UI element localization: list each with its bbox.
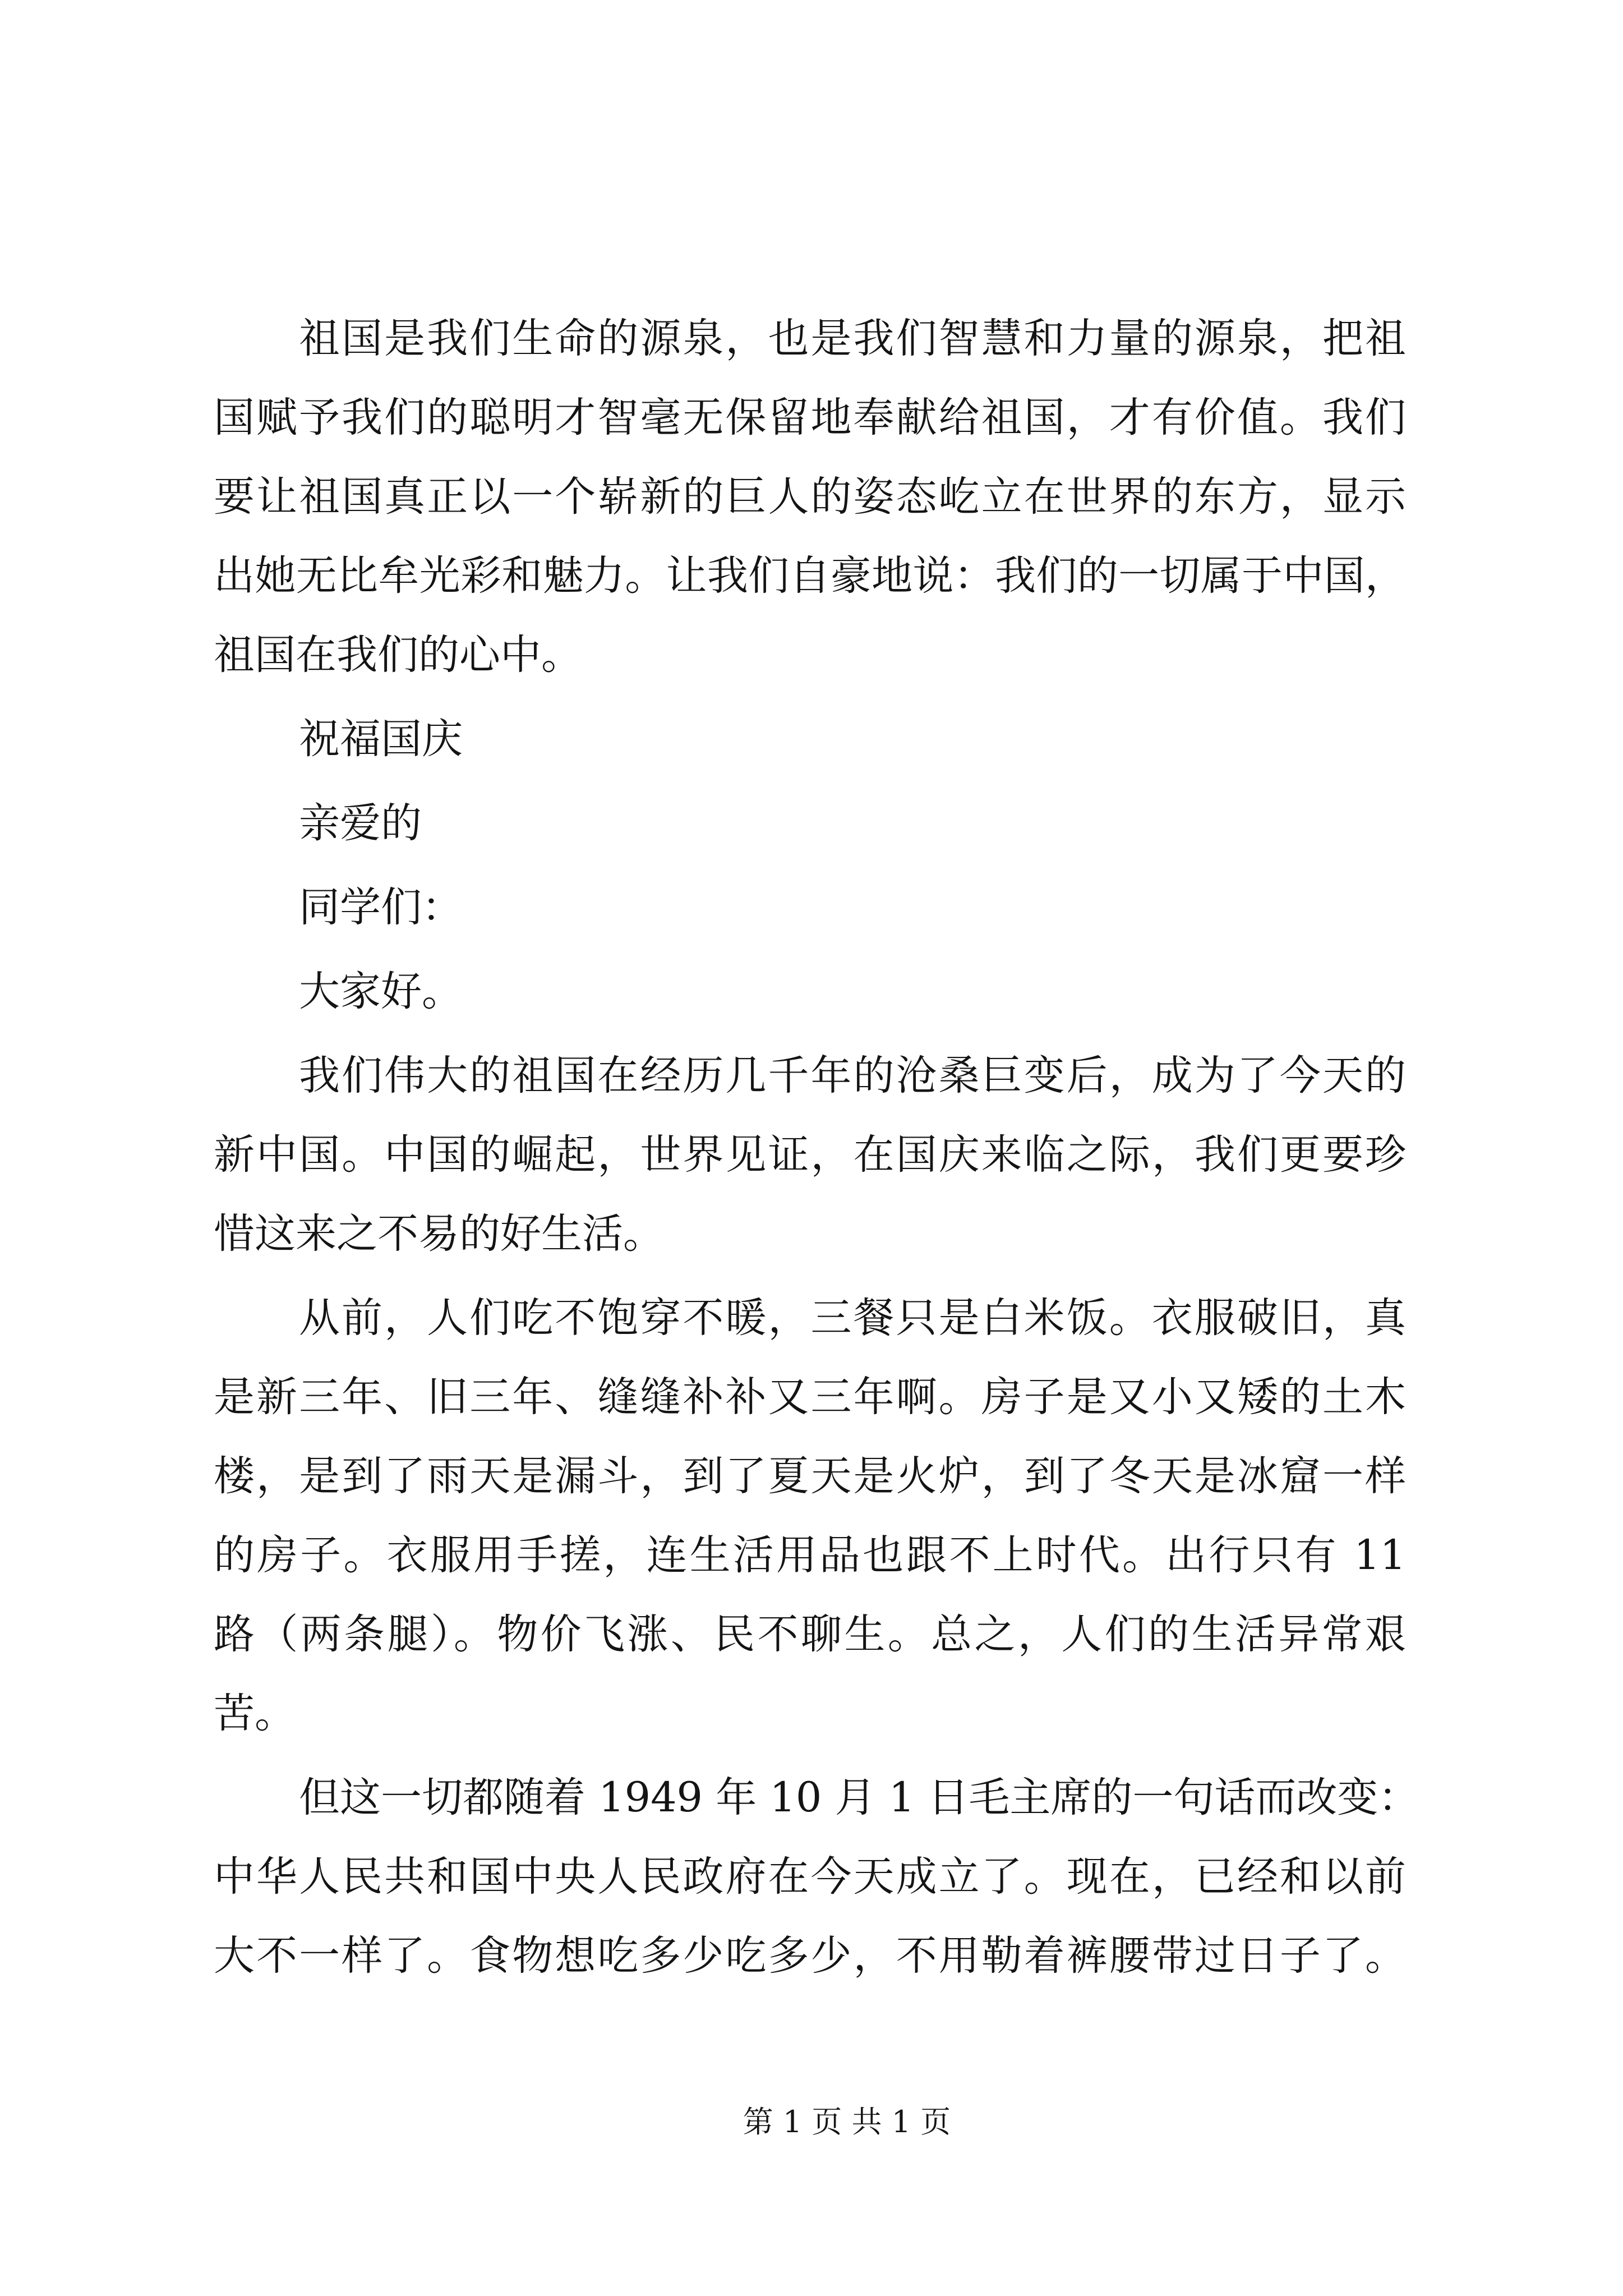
text-line: 楼，是到了雨天是漏斗，到了夏天是火炉，到了冬天是冰窟一样	[214, 1452, 1406, 1500]
salutation-line	[214, 784, 1406, 863]
paragraph-1949-change	[214, 1758, 1419, 1995]
text-line: 祖国是我们生命的源泉，也是我们智慧和力量的源泉，把祖	[299, 315, 1406, 362]
text-line: 祝福国庆	[299, 715, 463, 763]
section-title	[214, 700, 1406, 779]
text-line: 大不一样了。食物想吃多少吃多少，不用勒着裤腰带过日子了。	[214, 1932, 1406, 1980]
paragraph-the-past	[214, 1278, 1406, 1753]
text-line: 苦。	[214, 1690, 296, 1737]
document-body	[214, 299, 1419, 1995]
greeting-line	[214, 952, 1406, 1031]
text-line: 惜这来之不易的好生活。	[214, 1210, 664, 1258]
text-line: 同学们：	[299, 884, 463, 931]
text-line: 中华人民共和国中央人民政府在今天成立了。现在，已经和以前	[214, 1853, 1406, 1901]
text-line: 路（两条腿）。物价飞涨、民不聊生。总之，人们的生活异常艰	[214, 1611, 1406, 1658]
text-line: 新中国。中国的崛起，世界见证，在国庆来临之际，我们更要珍	[214, 1131, 1406, 1179]
paragraph-great-motherland	[214, 1036, 1406, 1273]
text-line: 国赋予我们的聪明才智毫无保留地奉献给祖国，才有价值。我们	[214, 394, 1406, 441]
text-line: 祖国在我们的心中。	[214, 631, 582, 679]
salutation-line	[214, 868, 1406, 947]
text-line: 的房子。衣服用手搓，连生活用品也跟不上时代。出行只有 11	[214, 1531, 1406, 1579]
text-line: 亲爱的	[299, 799, 422, 847]
paragraph-motherland-source	[214, 299, 1406, 694]
text-line: 但这一切都随着 1949 年 10 月 1 日毛主席的一句话而改变：	[299, 1774, 1419, 1821]
text-line: 要让祖国真正以一个崭新的巨人的姿态屹立在世界的东方，显示	[214, 473, 1406, 521]
text-line: 是新三年、旧三年、缝缝补补又三年啊。房子是又小又矮的土木	[214, 1373, 1406, 1421]
text-line: 从前，人们吃不饱穿不暖，三餐只是白米饭。衣服破旧，真	[299, 1294, 1406, 1342]
text-line: 我们伟大的祖国在经历几千年的沧桑巨变后，成为了今天的	[299, 1052, 1406, 1099]
page-footer: 第 1 页 共 1 页	[743, 2104, 951, 2139]
text-line: 出她无比牟光彩和魅力。让我们自豪地说：我们的一切属于中国，	[214, 552, 1406, 600]
text-line: 大家好。	[299, 968, 463, 1015]
